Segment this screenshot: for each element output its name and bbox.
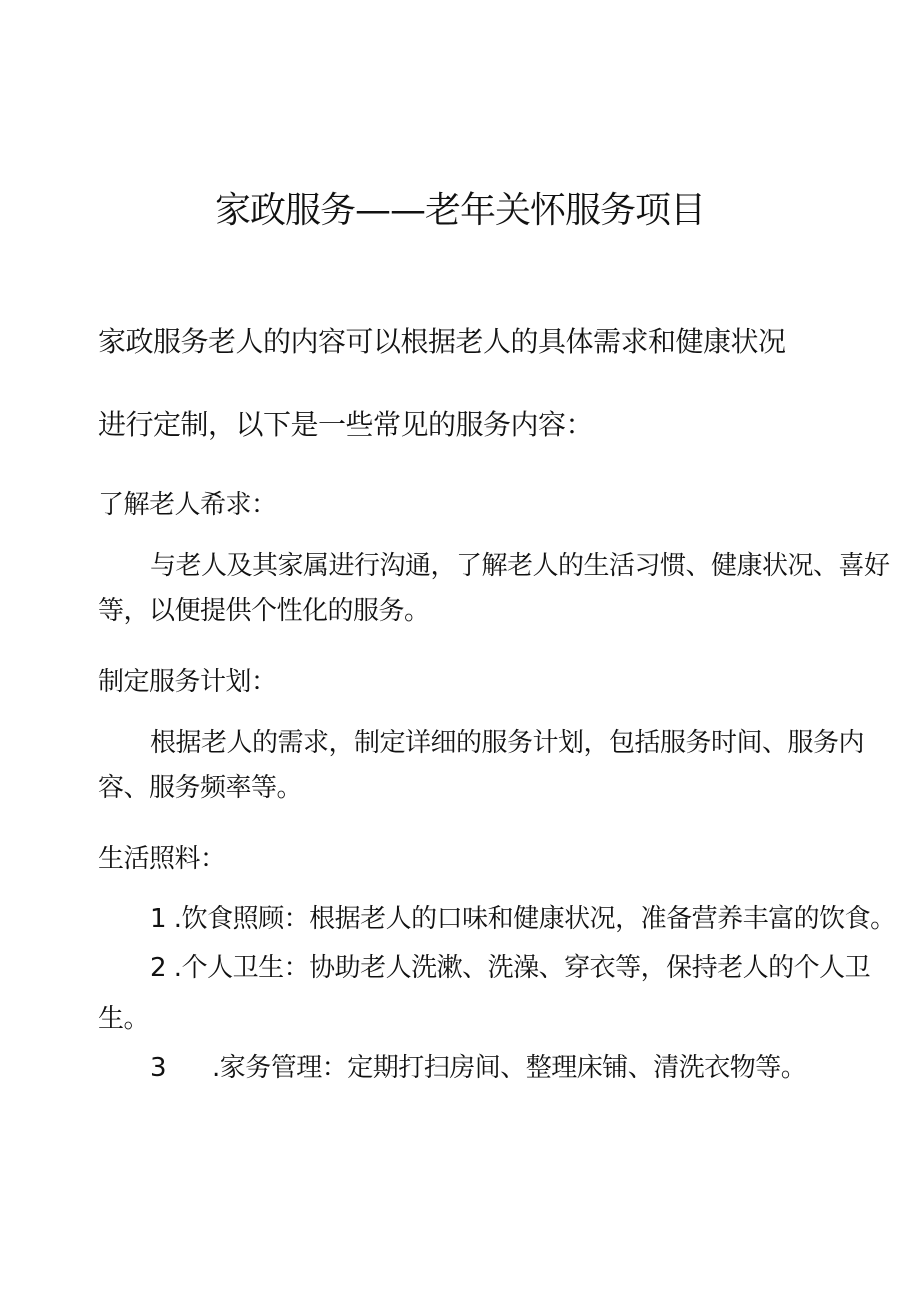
intro-line-2: 进行定制，以下是一些常见的服务内容： (98, 408, 594, 441)
section-needs-line-1: 与老人及其家属进行沟通，了解老人的生活习惯、健康状况、喜好 (150, 551, 890, 581)
section-plan-line-1: 根据老人的需求，制定详细的服务计划，包括服务时间、服务内 (150, 728, 865, 758)
care-item-3-text: .家务管理：定期打扫房间、整理床铺、清洗衣物等。 (212, 1053, 807, 1083)
section-heading-plan: 制定服务计划： (98, 667, 277, 697)
care-item-3-number: 3 (150, 1053, 167, 1083)
intro-line-1: 家政服务老人的内容可以根据老人的具体需求和健康状况 (98, 325, 786, 358)
section-heading-care: 生活照料： (98, 844, 226, 874)
care-item-1: 1 .饮食照顾：根据老人的口味和健康状况，准备营养丰富的饮食。 (150, 904, 896, 934)
section-plan-line-2: 容、服务频率等。 (98, 773, 303, 803)
document-title: 家政服务——老年关怀服务项目 (214, 190, 705, 231)
care-item-2: 2 .个人卫生：协助老人洗漱、洗澡、穿衣等，保持老人的个人卫 (150, 953, 871, 983)
care-item-2-continuation: 生。 (98, 1004, 150, 1034)
section-needs-line-2: 等，以便提供个性化的服务。 (98, 596, 430, 626)
section-heading-needs: 了解老人希求： (98, 490, 277, 520)
